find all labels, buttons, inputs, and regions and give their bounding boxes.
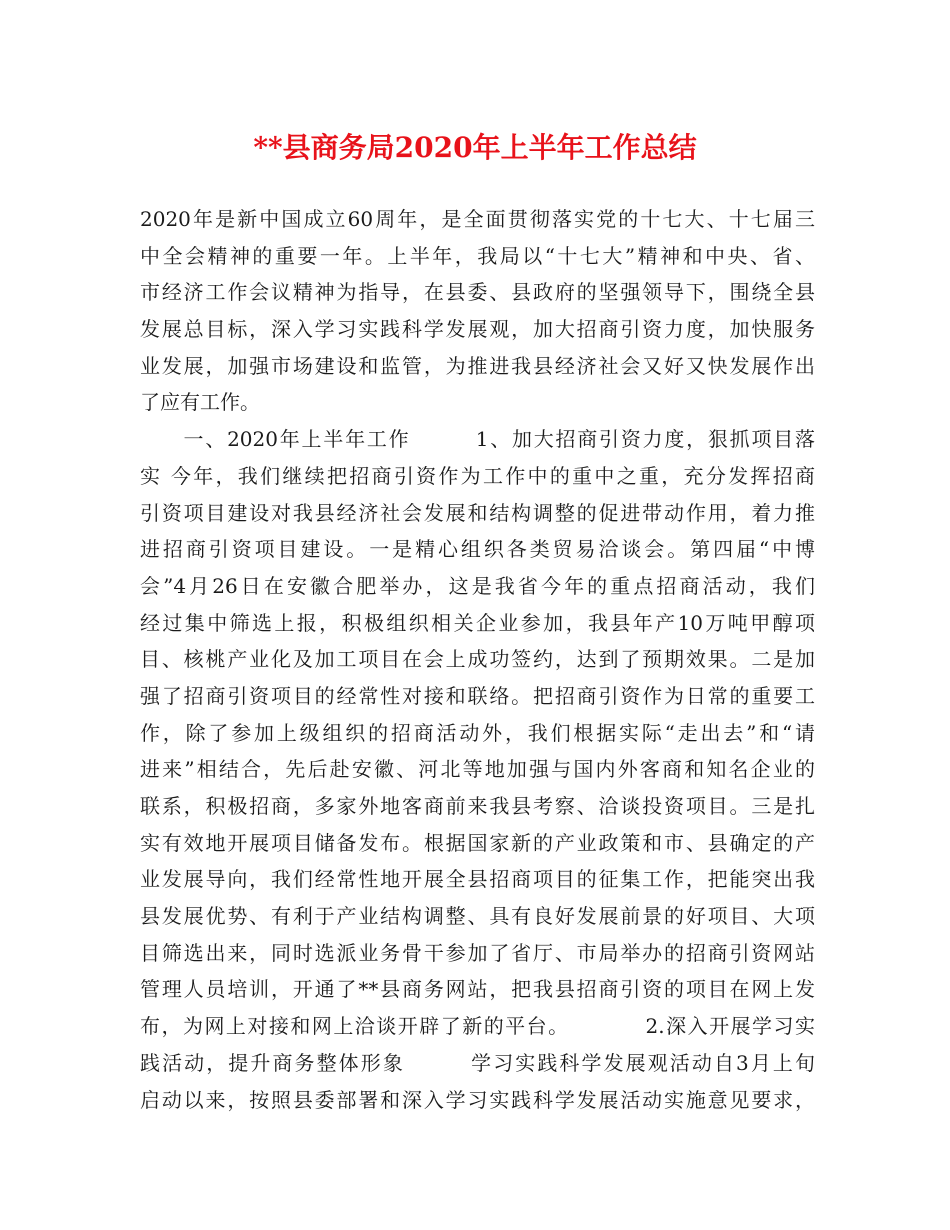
document-body <box>140 201 815 1118</box>
body-line: 了应有工作。 <box>140 390 260 415</box>
body-line: 业发展导向，我们经常性地开展全县招商项目的征集工作，把能突出我 <box>140 867 815 892</box>
body-line: 县发展优势、有利于产业结构调整、具有良好发展前景的好项目、大项 <box>140 904 815 929</box>
body-line: 布，为网上对接和网上洽谈开辟了新的平台。 2.深入开展学习实 <box>140 1014 815 1039</box>
body-line: 实有效地开展项目储备发布。根据国家新的产业政策和市、县确定的产 <box>140 830 815 855</box>
body-line: 2020年是新中国成立60周年，是全面贯彻落实党的十七大、十七届三 <box>140 207 815 231</box>
body-line: 经过集中筛选上报，积极组织相关企业参加，我县年产10万吨甲醇项 <box>140 610 815 635</box>
body-line: 进招商引资项目建设。一是精心组织各类贸易洽谈会。第四届“中博 <box>140 537 815 562</box>
body-line: 进来”相结合，先后赴安徽、河北等地加强与国内外客商和知名企业的 <box>140 757 815 782</box>
body-line: 中全会精神的重要一年。上半年，我局以“十七大”精神和中央、省、 <box>140 243 815 268</box>
body-line: 发展总目标，深入学习实践科学发展观，加大招商引资力度，加快服务 <box>140 317 815 342</box>
body-line: 联系，积极招商，多家外地客商前来我县考察、洽谈投资项目。三是扎 <box>140 794 815 818</box>
body-line: 践活动，提升商务整体形象 学习实践科学发展观活动自3月上旬 <box>140 1050 815 1075</box>
body-line: 目、核桃产业化及加工项目在会上成功签约，达到了预期效果。二是加 <box>140 647 815 672</box>
body-line: 作，除了参加上级组织的招商活动外，我们根据实际“走出去”和“请 <box>140 720 815 745</box>
body-line: 引资项目建设对我县经济社会发展和结构调整的促进带动作用，着力推 <box>140 500 815 525</box>
document-title: **县商务局2020年上半年工作总结 <box>253 131 697 164</box>
body-line: 启动以来，按照县委部署和深入学习实践科学发展活动实施意见要求， <box>140 1087 815 1112</box>
body-line: 管理人员培训，开通了**县商务网站，把我县招商引资的项目在网上发 <box>140 977 815 1002</box>
body-line: 市经济工作会议精神为指导，在县委、县政府的坚强领导下，围绕全县 <box>140 280 815 305</box>
body-line: 目筛选出来，同时选派业务骨干参加了省厅、市局举办的招商引资网站 <box>140 940 815 965</box>
body-line: 强了招商引资项目的经常性对接和联络。把招商引资作为日常的重要工 <box>140 683 815 708</box>
body-line: 实 今年，我们继续把招商引资作为工作中的重中之重，充分发挥招商 <box>140 463 815 488</box>
body-line: 业发展，加强市场建设和监管，为推进我县经济社会又好又快发展作出 <box>140 353 815 378</box>
body-line: 会”4月26日在安徽合肥举办，这是我省今年的重点招商活动，我们 <box>140 573 815 598</box>
body-line: 一、2020年上半年工作 1、加大招商引资力度，狠抓项目落 <box>140 427 815 452</box>
